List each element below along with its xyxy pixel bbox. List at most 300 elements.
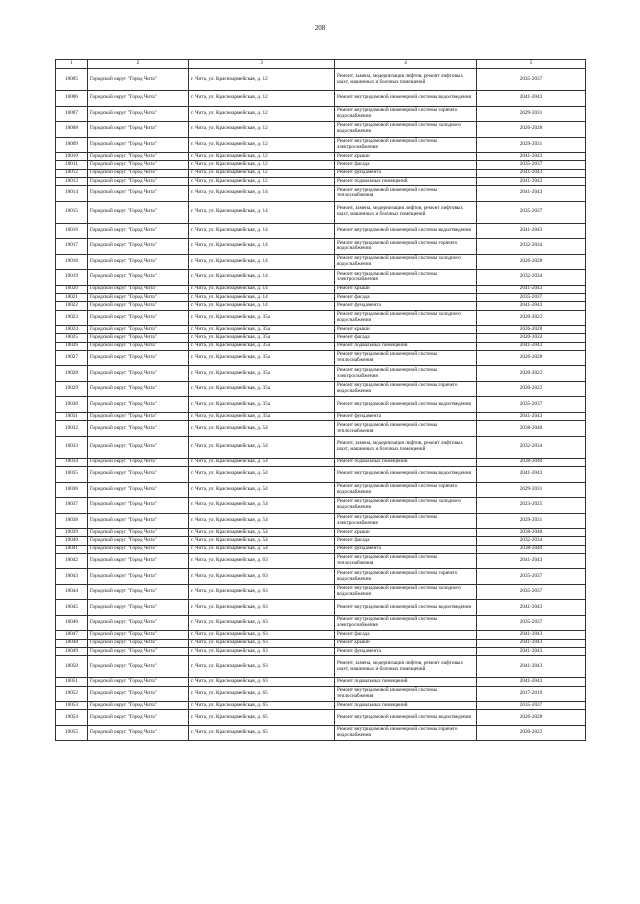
address-cell: г. Чита, ул. Красноармейская, д. 65: [189, 710, 335, 726]
period-cell: 2035-2037: [477, 584, 586, 600]
address-cell: г. Чита, ул. Красноармейская, д. 63: [189, 584, 335, 600]
table-row: [56, 600, 586, 616]
table-row: [56, 91, 586, 107]
period-cell: 2041-2043: [477, 631, 586, 639]
address-cell: г. Чита, ул. Красноармейская, д. 35а: [189, 397, 335, 413]
work-type-cell: Ремонт внутридомовой инженерной системы теплоснабжения: [335, 186, 477, 202]
work-type-cell: Ремонт внутридомовой инженерной системы горячего водоснабжения: [335, 381, 477, 397]
period-cell: 2020-2022: [477, 725, 586, 741]
owner-cell: Городской округ "Город Чита": [88, 201, 189, 223]
row-number: 10020: [56, 285, 88, 293]
address-cell: г. Чита, ул. Красноармейская, д. 14: [189, 302, 335, 310]
address-cell: г. Чита, ул. Красноармейская, д. 35а: [189, 366, 335, 382]
owner-cell: Городской округ "Город Чита": [88, 302, 189, 310]
table-row: [56, 153, 586, 161]
address-cell: г. Чита, ул. Красноармейская, д. 35а: [189, 310, 335, 326]
owner-cell: Городской округ "Город Чита": [88, 513, 189, 529]
column-header: 4: [335, 60, 477, 69]
address-cell: г. Чита, ул. Красноармейская, д. 54: [189, 421, 335, 437]
table-row: [56, 686, 586, 702]
work-type-cell: Ремонт, замена, модернизация лифтов, ремонт лифтовых шахт, машинных и блочных помещений: [335, 201, 477, 223]
work-type-cell: Ремонт внутридомовой инженерной системы водоотведения: [335, 91, 477, 107]
address-cell: г. Чита, ул. Красноармейская, д. 54: [189, 458, 335, 466]
table-row: [56, 239, 586, 255]
address-cell: г. Чита, ул. Красноармейская, д. 14: [189, 285, 335, 293]
row-number: 10025: [56, 334, 88, 342]
work-type-cell: Ремонт внутридомовой инженерной системы холодного водоснабжения: [335, 498, 477, 514]
table-row: [56, 545, 586, 553]
row-number: 10045: [56, 600, 88, 616]
work-type-cell: Ремонт фундамента: [335, 648, 477, 656]
table-row: [56, 584, 586, 600]
table-row: [56, 569, 586, 585]
work-type-cell: Ремонт внутридомовой инженерной системы теплоснабжения: [335, 553, 477, 569]
period-cell: 2029-2031: [477, 482, 586, 498]
period-cell: 2035-2037: [477, 161, 586, 169]
address-cell: г. Чита, ул. Красноармейская, д. 54: [189, 436, 335, 458]
owner-cell: Городской округ "Город Чита": [88, 177, 189, 185]
period-cell: 2035-2037: [477, 397, 586, 413]
table-row: [56, 498, 586, 514]
table-row: [56, 342, 586, 350]
address-cell: г. Чита, ул. Красноармейская, д. 63: [189, 639, 335, 647]
row-number: 10041: [56, 545, 88, 553]
address-cell: г. Чита, ул. Красноармейская, д. 65: [189, 725, 335, 741]
period-cell: 2035-2037: [477, 615, 586, 631]
row-number: 10018: [56, 254, 88, 270]
work-type-cell: Ремонт фасада: [335, 161, 477, 169]
table-row: [56, 656, 586, 678]
row-number: 10028: [56, 366, 88, 382]
table-body: [56, 69, 586, 741]
table-row: [56, 529, 586, 537]
owner-cell: Городской округ "Город Чита": [88, 350, 189, 366]
owner-cell: Городской округ "Город Чита": [88, 169, 189, 177]
table-row: [56, 293, 586, 301]
row-number: 10052: [56, 686, 88, 702]
table-row: [56, 482, 586, 498]
address-cell: г. Чита, ул. Красноармейская, д. 63: [189, 648, 335, 656]
row-number: 10033: [56, 436, 88, 458]
row-number: 10039: [56, 529, 88, 537]
address-cell: г. Чита, ул. Красноармейская, д. 54: [189, 537, 335, 545]
row-number: 10040: [56, 537, 88, 545]
owner-cell: Городской округ "Город Чита": [88, 537, 189, 545]
work-type-cell: Ремонт внутридомовой инженерной системы горячего водоснабжения: [335, 482, 477, 498]
owner-cell: Городской округ "Город Чита": [88, 223, 189, 239]
work-type-cell: Ремонт внутридомовой инженерной системы холодного водоснабжения: [335, 254, 477, 270]
owner-cell: Городской округ "Город Чита": [88, 106, 189, 122]
work-type-cell: Ремонт фундамента: [335, 302, 477, 310]
period-cell: 2041-2043: [477, 91, 586, 107]
period-cell: 2026-2028: [477, 326, 586, 334]
owner-cell: Городской округ "Город Чита": [88, 702, 189, 710]
repair-program-table: [55, 59, 586, 741]
table-row: [56, 254, 586, 270]
table-row: [56, 122, 586, 138]
address-cell: г. Чита, ул. Красноармейская, д. 12: [189, 106, 335, 122]
column-header: 5: [477, 60, 586, 69]
address-cell: г. Чита, ул. Красноармейская, д. 14: [189, 201, 335, 223]
address-cell: г. Чита, ул. Красноармейская, д. 12: [189, 161, 335, 169]
owner-cell: Городской округ "Город Чита": [88, 656, 189, 678]
table-row: [56, 177, 586, 185]
row-number: 10044: [56, 584, 88, 600]
table-row: [56, 631, 586, 639]
period-cell: 2041-2043: [477, 223, 586, 239]
row-number: 10048: [56, 639, 88, 647]
row-number: 10029: [56, 381, 88, 397]
work-type-cell: Ремонт фундамента: [335, 412, 477, 420]
period-cell: 2023-2025: [477, 498, 586, 514]
work-type-cell: Ремонт внутридомовой инженерной системы холодного водоснабжения: [335, 584, 477, 600]
owner-cell: Городской округ "Город Чита": [88, 161, 189, 169]
period-cell: 2020-2022: [477, 334, 586, 342]
address-cell: г. Чита, ул. Красноармейская, д. 12: [189, 122, 335, 138]
row-number: 10011: [56, 161, 88, 169]
address-cell: г. Чита, ул. Красноармейская, д. 14: [189, 186, 335, 202]
address-cell: г. Чита, ул. Красноармейская, д. 63: [189, 615, 335, 631]
owner-cell: Городской округ "Город Чита": [88, 254, 189, 270]
address-cell: г. Чита, ул. Красноармейская, д. 35а: [189, 350, 335, 366]
address-cell: г. Чита, ул. Красноармейская, д. 12: [189, 91, 335, 107]
work-type-cell: Ремонт фасада: [335, 537, 477, 545]
period-cell: 2026-2028: [477, 254, 586, 270]
work-type-cell: Ремонт внутридомовой инженерной системы электроснабжения: [335, 513, 477, 529]
row-number: 10043: [56, 569, 88, 585]
row-number: 10032: [56, 421, 88, 437]
period-cell: 2041-2043: [477, 467, 586, 483]
address-cell: г. Чита, ул. Красноармейская, д. 63: [189, 553, 335, 569]
row-number: 10014: [56, 186, 88, 202]
owner-cell: Городской округ "Город Чита": [88, 381, 189, 397]
period-cell: 2041-2043: [477, 553, 586, 569]
work-type-cell: Ремонт внутридомовой инженерной системы водоотведения: [335, 467, 477, 483]
address-cell: г. Чита, ул. Красноармейская, д. 14: [189, 293, 335, 301]
work-type-cell: Ремонт внутридомовой инженерной системы водоотведения: [335, 600, 477, 616]
row-number: 10035: [56, 467, 88, 483]
period-cell: 2041-2043: [477, 600, 586, 616]
work-type-cell: Ремонт фасада: [335, 334, 477, 342]
address-cell: г. Чита, ул. Красноармейская, д. 63: [189, 656, 335, 678]
period-cell: 2041-2043: [477, 169, 586, 177]
work-type-cell: Ремонт фасада: [335, 631, 477, 639]
row-number: 10026: [56, 342, 88, 350]
work-type-cell: Ремонт внутридомовой инженерной системы электроснабжения: [335, 137, 477, 153]
table-row: [56, 270, 586, 286]
period-cell: 2035-2037: [477, 293, 586, 301]
owner-cell: Городской округ "Город Чита": [88, 122, 189, 138]
period-cell: 2029-2031: [477, 106, 586, 122]
table-row: [56, 310, 586, 326]
row-number: 10055: [56, 725, 88, 741]
work-type-cell: Ремонт подвальных помещений: [335, 342, 477, 350]
row-number: 10053: [56, 702, 88, 710]
table-row: [56, 285, 586, 293]
table-row: [56, 678, 586, 686]
address-cell: г. Чита, ул. Красноармейская, д. 12: [189, 137, 335, 153]
period-cell: 2038-2040: [477, 458, 586, 466]
period-cell: 2038-2040: [477, 529, 586, 537]
row-number: 10036: [56, 482, 88, 498]
address-cell: г. Чита, ул. Красноармейская, д. 63: [189, 631, 335, 639]
address-cell: г. Чита, ул. Красноармейская, д. 54: [189, 482, 335, 498]
period-cell: 2038-2040: [477, 545, 586, 553]
work-type-cell: Ремонт внутридомовой инженерной системы теплоснабжения: [335, 686, 477, 702]
owner-cell: Городской округ "Город Чита": [88, 366, 189, 382]
period-cell: 2035-2037: [477, 569, 586, 585]
owner-cell: Городской округ "Город Чита": [88, 137, 189, 153]
address-cell: г. Чита, ул. Красноармейская, д. 35а: [189, 412, 335, 420]
row-number: 10015: [56, 201, 88, 223]
owner-cell: Городской округ "Город Чита": [88, 412, 189, 420]
address-cell: г. Чита, ул. Красноармейская, д. 14: [189, 270, 335, 286]
period-cell: 2041-2043: [477, 153, 586, 161]
address-cell: г. Чита, ул. Красноармейская, д. 35а: [189, 334, 335, 342]
row-number: 10017: [56, 239, 88, 255]
table-row: [56, 137, 586, 153]
address-cell: г. Чита, ул. Красноармейская, д. 35а: [189, 326, 335, 334]
table-row: [56, 710, 586, 726]
period-cell: 2026-2028: [477, 350, 586, 366]
owner-cell: Городской округ "Город Чита": [88, 293, 189, 301]
work-type-cell: Ремонт внутридомовой инженерной системы электроснабжения: [335, 615, 477, 631]
owner-cell: Городской округ "Город Чита": [88, 239, 189, 255]
period-cell: 2029-2031: [477, 513, 586, 529]
page-number: 208: [314, 24, 326, 32]
table-row: [56, 186, 586, 202]
owner-cell: Городской округ "Город Чита": [88, 600, 189, 616]
period-cell: 2035-2037: [477, 702, 586, 710]
address-cell: г. Чита, ул. Красноармейская, д. 54: [189, 467, 335, 483]
table-row: [56, 106, 586, 122]
column-header: 2: [88, 60, 189, 69]
owner-cell: Городской округ "Город Чита": [88, 397, 189, 413]
table-row: [56, 639, 586, 647]
work-type-cell: Ремонт фундамента: [335, 545, 477, 553]
table-row: [56, 702, 586, 710]
period-cell: 2020-2022: [477, 310, 586, 326]
address-cell: г. Чита, ул. Красноармейская, д. 12: [189, 153, 335, 161]
owner-cell: Городской округ "Город Чита": [88, 615, 189, 631]
owner-cell: Городской округ "Город Чита": [88, 648, 189, 656]
owner-cell: Городской округ "Город Чита": [88, 529, 189, 537]
work-type-cell: Ремонт крыши: [335, 285, 477, 293]
owner-cell: Городской округ "Город Чита": [88, 326, 189, 334]
row-number: 10019: [56, 270, 88, 286]
period-cell: 2035-2037: [477, 69, 586, 91]
owner-cell: Городской округ "Город Чита": [88, 678, 189, 686]
address-cell: г. Чита, ул. Красноармейская, д. 35а: [189, 381, 335, 397]
work-type-cell: Ремонт внутридомовой инженерной системы водоотведения: [335, 710, 477, 726]
table-row: [56, 302, 586, 310]
owner-cell: Городской округ "Город Чита": [88, 631, 189, 639]
table-row: [56, 350, 586, 366]
period-cell: 2041-2043: [477, 639, 586, 647]
work-type-cell: Ремонт внутридомовой инженерной системы электроснабжения: [335, 270, 477, 286]
owner-cell: Городской округ "Город Чита": [88, 584, 189, 600]
period-cell: 2041-2043: [477, 342, 586, 350]
table-row: [56, 513, 586, 529]
row-number: 10046: [56, 615, 88, 631]
address-cell: г. Чита, ул. Красноармейская, д. 54: [189, 545, 335, 553]
column-header: 3: [189, 60, 335, 69]
address-cell: г. Чита, ул. Красноармейская, д. 12: [189, 177, 335, 185]
work-type-cell: Ремонт внутридомовой инженерной системы электроснабжения: [335, 366, 477, 382]
owner-cell: Городской округ "Город Чита": [88, 342, 189, 350]
table-row: [56, 725, 586, 741]
table-row: [56, 467, 586, 483]
row-number: 10037: [56, 498, 88, 514]
period-cell: 2041-2043: [477, 678, 586, 686]
address-cell: г. Чита, ул. Красноармейская, д. 14: [189, 254, 335, 270]
address-cell: г. Чита, ул. Красноармейская, д. 63: [189, 600, 335, 616]
owner-cell: Городской округ "Город Чита": [88, 334, 189, 342]
owner-cell: Городской округ "Город Чита": [88, 436, 189, 458]
row-number: 10030: [56, 397, 88, 413]
address-cell: г. Чита, ул. Красноармейская, д. 35а: [189, 342, 335, 350]
owner-cell: Городской округ "Город Чита": [88, 710, 189, 726]
owner-cell: Городской округ "Город Чита": [88, 482, 189, 498]
period-cell: 2032-2034: [477, 537, 586, 545]
work-type-cell: Ремонт внутридомовой инженерной системы теплоснабжения: [335, 421, 477, 437]
period-cell: 2041-2043: [477, 656, 586, 678]
row-number: 10054: [56, 710, 88, 726]
address-cell: г. Чита, ул. Красноармейская, д. 12: [189, 169, 335, 177]
work-type-cell: Ремонт крыши: [335, 639, 477, 647]
period-cell: 2020-2022: [477, 381, 586, 397]
period-cell: 2032-2034: [477, 239, 586, 255]
work-type-cell: Ремонт подвальных помещений: [335, 458, 477, 466]
row-number: 10027: [56, 350, 88, 366]
table-row: [56, 161, 586, 169]
owner-cell: Городской округ "Город Чита": [88, 686, 189, 702]
work-type-cell: Ремонт подвальных помещений: [335, 177, 477, 185]
row-number: 10022: [56, 302, 88, 310]
table-row: [56, 436, 586, 458]
row-number: 10038: [56, 513, 88, 529]
row-number: 10021: [56, 293, 88, 301]
row-number: 10007: [56, 106, 88, 122]
address-cell: г. Чита, ул. Красноармейская, д. 54: [189, 498, 335, 514]
period-cell: 2029-2031: [477, 137, 586, 153]
work-type-cell: Ремонт подвальных помещений: [335, 678, 477, 686]
address-cell: г. Чита, ул. Красноармейская, д. 14: [189, 239, 335, 255]
work-type-cell: Ремонт внутридомовой инженерной системы холодного водоснабжения: [335, 122, 477, 138]
table-row: [56, 421, 586, 437]
period-cell: 2041-2043: [477, 412, 586, 420]
period-cell: 2026-2028: [477, 122, 586, 138]
row-number: 10042: [56, 553, 88, 569]
table-row: [56, 458, 586, 466]
address-cell: г. Чита, ул. Красноармейская, д. 63: [189, 569, 335, 585]
column-header: 1: [56, 60, 88, 69]
address-cell: г. Чита, ул. Красноармейская, д. 12: [189, 69, 335, 91]
address-cell: г. Чита, ул. Красноармейская, д. 65: [189, 686, 335, 702]
row-number: 10008: [56, 122, 88, 138]
work-type-cell: Ремонт внутридомовой инженерной системы водоотведения: [335, 223, 477, 239]
owner-cell: Городской округ "Город Чита": [88, 553, 189, 569]
work-type-cell: Ремонт внутридомовой инженерной системы горячего водоснабжения: [335, 239, 477, 255]
owner-cell: Городской округ "Город Чита": [88, 153, 189, 161]
owner-cell: Городской округ "Город Чита": [88, 186, 189, 202]
row-number: 10010: [56, 153, 88, 161]
table-row: [56, 223, 586, 239]
table-row: [56, 366, 586, 382]
work-type-cell: Ремонт внутридомовой инженерной системы горячего водоснабжения: [335, 725, 477, 741]
address-cell: г. Чита, ул. Красноармейская, д. 54: [189, 529, 335, 537]
period-cell: 2041-2043: [477, 302, 586, 310]
owner-cell: Городской округ "Город Чита": [88, 467, 189, 483]
table-row: [56, 326, 586, 334]
period-cell: 2035-2037: [477, 201, 586, 223]
table-row: [56, 169, 586, 177]
work-type-cell: Ремонт крыши: [335, 326, 477, 334]
row-number: 10034: [56, 458, 88, 466]
address-cell: г. Чита, ул. Красноармейская, д. 63: [189, 678, 335, 686]
table-row: [56, 615, 586, 631]
owner-cell: Городской округ "Город Чита": [88, 310, 189, 326]
table-row: [56, 553, 586, 569]
table-row: [56, 648, 586, 656]
table-row: [56, 334, 586, 342]
period-cell: 2041-2043: [477, 648, 586, 656]
row-number: 10012: [56, 169, 88, 177]
table-row: [56, 201, 586, 223]
work-type-cell: Ремонт крыши: [335, 153, 477, 161]
table-row: [56, 397, 586, 413]
table-header-row: [56, 60, 586, 69]
owner-cell: Городской округ "Город Чита": [88, 69, 189, 91]
period-cell: 2038-2040: [477, 421, 586, 437]
owner-cell: Городской округ "Город Чита": [88, 270, 189, 286]
work-type-cell: Ремонт внутридомовой инженерной системы водоотведения: [335, 397, 477, 413]
row-number: 10023: [56, 310, 88, 326]
work-type-cell: Ремонт внутридомовой инженерной системы теплоснабжения: [335, 350, 477, 366]
period-cell: 2020-2022: [477, 366, 586, 382]
row-number: 10009: [56, 137, 88, 153]
table-row: [56, 69, 586, 91]
address-cell: г. Чита, ул. Красноармейская, д. 65: [189, 702, 335, 710]
period-cell: 2041-2043: [477, 186, 586, 202]
work-type-cell: Ремонт подвальных помещений: [335, 702, 477, 710]
period-cell: 2041-2043: [477, 285, 586, 293]
work-type-cell: Ремонт внутридомовой инженерной системы холодного водоснабжения: [335, 310, 477, 326]
period-cell: 2032-2034: [477, 270, 586, 286]
work-type-cell: Ремонт фасада: [335, 293, 477, 301]
period-cell: 2032-2034: [477, 436, 586, 458]
work-type-cell: Ремонт, замена, модернизация лифтов, ремонт лифтовых шахт, машинных и блочных помещений: [335, 656, 477, 678]
owner-cell: Городской округ "Город Чита": [88, 639, 189, 647]
row-number: 10031: [56, 412, 88, 420]
address-cell: г. Чита, ул. Красноармейская, д. 54: [189, 513, 335, 529]
row-number: 10051: [56, 678, 88, 686]
work-type-cell: Ремонт внутридомовой инженерной системы горячего водоснабжения: [335, 106, 477, 122]
work-type-cell: Ремонт внутридомовой инженерной системы горячего водоснабжения: [335, 569, 477, 585]
table-row: [56, 381, 586, 397]
row-number: 10013: [56, 177, 88, 185]
owner-cell: Городской округ "Город Чита": [88, 91, 189, 107]
owner-cell: Городской округ "Город Чита": [88, 725, 189, 741]
row-number: 10005: [56, 69, 88, 91]
owner-cell: Городской округ "Город Чита": [88, 545, 189, 553]
table-row: [56, 537, 586, 545]
work-type-cell: Ремонт, замена, модернизация лифтов, ремонт лифтовых шахт, машинных и блочных помещений: [335, 69, 477, 91]
row-number: 10006: [56, 91, 88, 107]
work-type-cell: Ремонт, замена, модернизация лифтов, ремонт лифтовых шахт, машинных и блочных помещений: [335, 436, 477, 458]
row-number: 10050: [56, 656, 88, 678]
table-row: [56, 412, 586, 420]
